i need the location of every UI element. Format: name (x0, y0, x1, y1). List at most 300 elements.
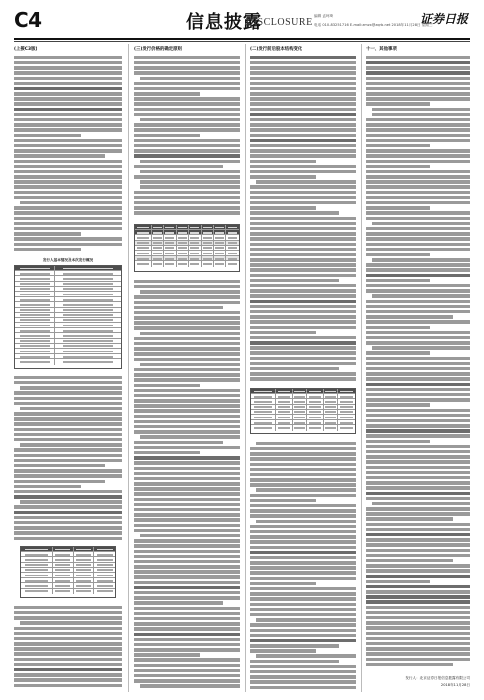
text-line (366, 647, 470, 650)
text-line (250, 274, 356, 277)
text-line (14, 237, 122, 240)
text-line (366, 128, 470, 131)
table-cell (293, 389, 308, 393)
text-line (250, 279, 339, 282)
table-cell (15, 339, 55, 343)
text-line (256, 180, 356, 183)
text-line (14, 616, 122, 619)
text-line (250, 639, 356, 642)
table-cell (202, 256, 214, 260)
text-line (20, 386, 122, 389)
column-1-heading: (上接C3版) (14, 47, 38, 52)
text-line (134, 570, 240, 573)
table-cell (152, 235, 164, 239)
table-cell (15, 282, 55, 286)
text-line (250, 341, 356, 344)
table-cell (164, 235, 176, 239)
text-line (250, 587, 356, 590)
text-line (140, 170, 240, 173)
table-cell (55, 359, 121, 364)
text-line (366, 533, 470, 536)
text-line (14, 113, 122, 116)
text-line (134, 149, 240, 152)
text-line (134, 555, 240, 558)
text-line (140, 363, 240, 366)
table-cell (21, 573, 53, 577)
table-cell (324, 394, 339, 398)
text-line (366, 377, 470, 380)
text-line (250, 525, 356, 528)
table-cell (251, 389, 276, 393)
newspaper-logo: 证券日报 (419, 12, 468, 26)
table-1 (14, 265, 122, 369)
text-line (250, 227, 356, 230)
text-line (250, 248, 356, 251)
text-line (250, 149, 356, 152)
table-cell (177, 256, 189, 260)
text-line (250, 649, 316, 652)
text-line (250, 305, 356, 308)
text-line (14, 391, 122, 394)
table-cell (53, 589, 74, 594)
table-4 (250, 388, 356, 434)
text-line (250, 294, 356, 297)
text-line (14, 490, 122, 493)
text-line (366, 497, 470, 500)
table-cell (15, 323, 55, 327)
table-cell (94, 563, 115, 567)
text-line (134, 321, 240, 324)
text-line (250, 201, 356, 204)
text-line (14, 165, 122, 168)
text-line (250, 351, 356, 354)
text-line (14, 227, 122, 230)
table-cell (53, 578, 74, 582)
table-cell (135, 246, 152, 250)
text-line (250, 675, 356, 678)
table-cell (53, 583, 74, 587)
text-line (250, 134, 356, 137)
text-line (134, 581, 240, 584)
table-cell (15, 297, 55, 301)
text-line (366, 460, 470, 463)
text-line (20, 500, 122, 503)
table-cell (324, 425, 339, 430)
text-line (14, 180, 122, 183)
text-line (14, 87, 122, 90)
table-cell (152, 261, 164, 266)
text-line (134, 648, 240, 651)
text-line (134, 607, 240, 610)
text-line (14, 97, 122, 100)
text-line (134, 211, 240, 214)
table-cell (164, 225, 176, 229)
text-line (366, 102, 430, 105)
table-cell (214, 261, 226, 266)
text-line (14, 381, 122, 384)
text-line (134, 658, 240, 661)
text-line (14, 663, 122, 666)
table-cell (307, 415, 324, 419)
text-line (250, 660, 339, 663)
table-cell (214, 230, 226, 234)
text-line (250, 211, 339, 214)
text-line (14, 222, 122, 225)
text-line (14, 149, 122, 152)
text-line (250, 463, 356, 466)
table-cell (338, 415, 355, 419)
text-line (134, 347, 240, 350)
table-1-title: 发行人基本情况及本次发行概况 (42, 258, 94, 262)
text-line (250, 71, 356, 74)
table-cell (55, 271, 121, 275)
text-line (366, 71, 470, 74)
table-cell (202, 246, 214, 250)
text-line (366, 248, 470, 251)
text-line (366, 600, 470, 603)
text-line (134, 108, 240, 111)
text-line (134, 508, 240, 511)
text-line (134, 653, 200, 656)
text-line (14, 196, 122, 199)
table-cell (55, 282, 121, 286)
text-line (366, 326, 430, 329)
table-cell (15, 318, 55, 322)
text-line (14, 448, 122, 451)
text-line (366, 82, 470, 85)
text-line (250, 644, 339, 647)
column-3-text-block-1 (250, 54, 356, 382)
text-line (366, 123, 470, 126)
table-cell (94, 568, 115, 572)
text-line (250, 320, 356, 323)
text-line (366, 663, 453, 666)
table-cell (251, 405, 276, 409)
text-line (366, 559, 453, 562)
table-cell (189, 235, 201, 239)
text-line (134, 627, 240, 630)
text-line (14, 82, 122, 85)
text-line (366, 569, 470, 572)
table-cell (214, 251, 226, 255)
table-cell (189, 256, 201, 260)
text-line (14, 428, 122, 431)
text-line (250, 56, 356, 59)
table-cell (293, 394, 308, 398)
table-cell (202, 251, 214, 255)
text-line (366, 134, 470, 137)
text-line (366, 393, 470, 396)
text-line (366, 383, 470, 386)
text-line (366, 263, 470, 266)
text-line (250, 92, 356, 95)
table-cell (307, 394, 324, 398)
text-line (134, 201, 240, 204)
text-line (134, 503, 240, 506)
table-cell (293, 405, 308, 409)
text-line (134, 285, 240, 288)
text-line (14, 66, 122, 69)
text-line (14, 537, 122, 540)
text-line (134, 482, 240, 485)
text-line (250, 268, 356, 271)
masthead-rule-thin (14, 41, 470, 42)
table-cell (15, 349, 55, 353)
column-1-text-block-2 (14, 374, 122, 542)
text-line (134, 358, 240, 361)
text-line (366, 575, 470, 578)
text-line (140, 118, 240, 121)
text-line (250, 357, 356, 360)
table-cell (226, 235, 238, 239)
text-line (134, 415, 240, 418)
text-line (366, 434, 470, 437)
text-line (250, 613, 356, 616)
table-2 (20, 546, 116, 598)
column-1-text-block-3 (14, 604, 122, 692)
table-cell (21, 547, 53, 551)
table-cell (94, 589, 115, 594)
text-line (366, 419, 470, 422)
table-cell (21, 557, 53, 561)
text-line (250, 196, 356, 199)
text-line (134, 529, 240, 532)
text-line (366, 543, 470, 546)
text-line (14, 61, 122, 64)
text-line (20, 443, 122, 446)
text-line (366, 398, 470, 401)
text-line (14, 56, 122, 59)
table-cell (135, 235, 152, 239)
text-line (14, 464, 105, 467)
text-line (134, 404, 240, 407)
text-line (250, 629, 356, 632)
table-cell (324, 399, 339, 403)
text-line (134, 622, 240, 625)
text-line (14, 123, 122, 126)
table-row (135, 261, 239, 266)
text-line (14, 433, 122, 436)
text-line (366, 362, 470, 365)
text-line (134, 378, 240, 381)
table-cell (324, 420, 339, 424)
text-line (134, 311, 240, 314)
text-line (14, 139, 122, 142)
text-line (366, 595, 470, 598)
text-line (366, 170, 470, 173)
text-line (250, 128, 356, 131)
text-line (250, 561, 356, 564)
table-cell (276, 425, 293, 430)
text-line (14, 108, 122, 111)
text-line (250, 326, 356, 329)
text-line (134, 196, 240, 199)
text-line (134, 165, 223, 168)
text-line (14, 232, 81, 235)
text-line (366, 87, 470, 90)
text-line (366, 274, 470, 277)
text-line (250, 634, 356, 637)
text-line (366, 642, 470, 645)
table-cell (214, 246, 226, 250)
text-line (366, 341, 470, 344)
table-cell (55, 292, 121, 296)
column-divider (128, 44, 129, 692)
text-line (250, 670, 356, 673)
table-cell (307, 420, 324, 424)
text-line (372, 258, 470, 261)
text-line (366, 175, 470, 178)
table-cell (189, 251, 201, 255)
table-cell (189, 225, 201, 229)
text-line (250, 551, 356, 554)
text-line (250, 237, 356, 240)
table-cell (189, 261, 201, 266)
table-cell (55, 302, 121, 306)
text-line (14, 652, 122, 655)
text-line (134, 451, 200, 454)
text-line (250, 566, 356, 569)
text-line (134, 518, 240, 521)
table-cell (74, 552, 95, 556)
text-line (134, 82, 240, 85)
text-line (134, 306, 223, 309)
text-line (134, 123, 240, 126)
table-cell (21, 583, 53, 587)
table-cell (226, 246, 238, 250)
text-line (366, 476, 470, 479)
text-line (366, 305, 470, 308)
table-cell (152, 246, 164, 250)
table-cell (55, 313, 121, 317)
text-line (134, 446, 240, 449)
table-cell (189, 246, 201, 250)
table-cell (15, 271, 55, 275)
text-line (366, 523, 470, 526)
text-line (366, 440, 430, 443)
issuer-signature: 发行人：北京证券日报信息披露有限公司 (405, 676, 470, 680)
text-line (134, 206, 240, 209)
table-cell (226, 225, 238, 229)
text-line (134, 56, 240, 59)
table-cell (74, 578, 95, 582)
table-cell (338, 425, 355, 430)
table-cell (94, 578, 115, 582)
text-line (256, 618, 356, 621)
text-line (14, 92, 122, 95)
text-line (134, 92, 200, 95)
text-line (366, 351, 430, 354)
table-cell (214, 241, 226, 245)
table-cell (15, 287, 55, 291)
table-cell (324, 415, 339, 419)
text-line (14, 77, 122, 80)
text-line (250, 170, 356, 173)
text-line (250, 113, 356, 116)
text-line (134, 596, 240, 599)
table-cell (55, 344, 121, 348)
table-cell (152, 251, 164, 255)
text-line (250, 160, 316, 163)
text-line (134, 586, 240, 589)
text-line (20, 407, 122, 410)
text-line (134, 139, 240, 142)
text-line (250, 232, 356, 235)
text-line (366, 357, 470, 360)
table-cell (74, 589, 95, 594)
table-cell (202, 235, 214, 239)
text-line (134, 352, 240, 355)
text-line (250, 289, 356, 292)
text-line (250, 362, 356, 365)
table-cell (226, 230, 238, 234)
table-cell (94, 557, 115, 561)
text-line (140, 290, 240, 293)
table-cell (251, 399, 276, 403)
text-line (134, 420, 240, 423)
text-line (366, 139, 470, 142)
text-line (366, 232, 470, 235)
text-line (250, 139, 356, 142)
text-line (366, 549, 470, 552)
table-cell (293, 415, 308, 419)
text-line (250, 504, 356, 507)
text-line (134, 128, 240, 131)
text-line (366, 227, 470, 230)
text-line (250, 577, 356, 580)
table-cell (55, 349, 121, 353)
text-line (134, 71, 240, 74)
text-line (14, 144, 122, 147)
table-cell (55, 333, 121, 337)
text-line (140, 435, 240, 438)
text-line (250, 686, 356, 689)
text-line (250, 546, 356, 549)
text-line (14, 376, 122, 379)
table-cell (21, 552, 53, 556)
text-line (134, 674, 240, 677)
text-line (366, 517, 453, 520)
text-line (134, 487, 240, 490)
text-line (366, 507, 470, 510)
table-cell (152, 230, 164, 234)
text-line (372, 108, 470, 111)
text-line (250, 82, 356, 85)
table-cell (214, 235, 226, 239)
table-cell (276, 389, 293, 393)
table-cell (53, 568, 74, 572)
text-line (134, 373, 240, 376)
text-line (14, 647, 122, 650)
text-line (366, 652, 470, 655)
table-cell (55, 318, 121, 322)
text-line (134, 498, 240, 501)
text-line (250, 346, 356, 349)
table-cell (324, 405, 339, 409)
text-line (250, 108, 356, 111)
text-line (372, 113, 470, 116)
text-line (366, 538, 470, 541)
text-line (134, 575, 240, 578)
text-line (366, 466, 470, 469)
text-line (250, 514, 356, 517)
text-line (134, 399, 240, 402)
text-line (134, 97, 240, 100)
table-cell (21, 589, 53, 594)
text-line (366, 632, 470, 635)
text-line (366, 658, 470, 661)
text-line (250, 87, 356, 90)
